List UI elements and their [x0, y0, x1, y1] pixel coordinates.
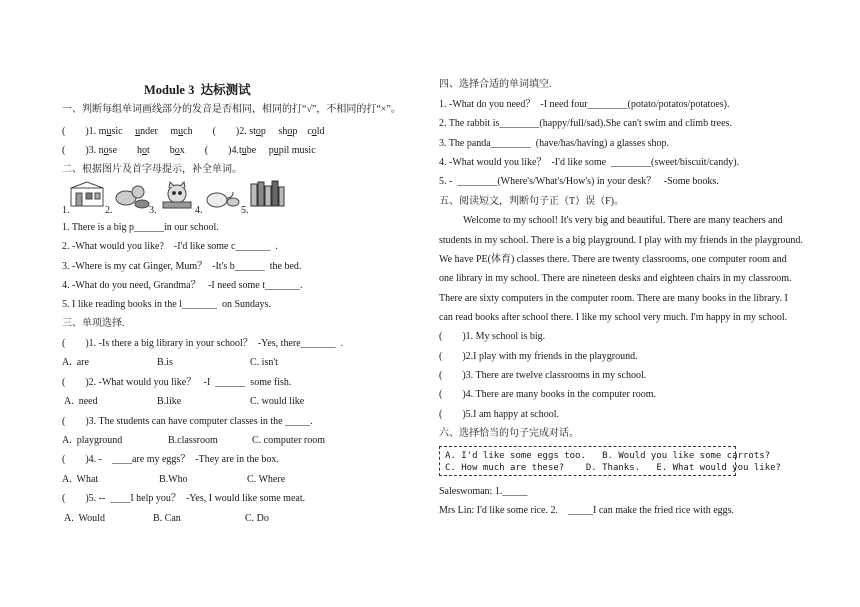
cat-picture-icon — [157, 180, 197, 210]
word-music-underlined: u — [106, 126, 112, 137]
s5-item-1: ( )1. My school is big. — [439, 331, 546, 342]
s4-item-2: 2. The rabbit is________(happy/full/sad).She can't swim and climb trees. — [439, 118, 732, 129]
section5-heading: 五、阅读短文，判断句子正（T）误（F)。 — [439, 196, 624, 207]
answer-options-box — [439, 446, 781, 476]
s3-q2-option-b: B.like — [157, 396, 182, 407]
word-stop-underlined: o — [255, 126, 261, 137]
word-music-rest: sic — [111, 126, 123, 137]
s5-item-4: ( )4. There are many books in the computer room. — [439, 389, 656, 400]
word-box-underlined: o — [174, 145, 180, 156]
s3-q4-option-a: A. What — [62, 474, 99, 485]
word-box-rest: x — [179, 145, 185, 156]
s3-q3-option-b: B.classroom — [168, 435, 218, 446]
word-cold-rest: ld — [316, 126, 325, 137]
page-title: Module 3 达标测试 — [144, 83, 251, 97]
word-much: m — [170, 126, 179, 137]
word-shop-rest: p — [292, 126, 298, 137]
section6-heading: 六、选择恰当的句子完成对话。 — [439, 428, 579, 439]
word-cold-underlined: o — [311, 126, 317, 137]
section2-heading: 二、根据图片及首字母提示，补全单词。 — [62, 164, 242, 175]
s3-question-4: ( )4. - ____are my eggs？ -They are in the box. — [62, 454, 279, 465]
word-hot-underlined: o — [142, 145, 148, 156]
word-shop-underlined: o — [287, 126, 293, 137]
s1-question-row-2 — [62, 145, 316, 157]
section3-heading: 三、单项选择. — [62, 318, 125, 329]
passage-line-5: There are sixty computers in the computer room. There are many books in the library. I — [439, 293, 788, 304]
word-hot: h — [137, 145, 143, 156]
answer-options-line-2: C. How much are these? D. Thanks. E. What would you like? — [445, 463, 781, 473]
word-nose-rest: se — [108, 145, 118, 156]
word-much-underlined: u — [178, 126, 184, 137]
books-picture-icon — [247, 178, 287, 210]
library-picture-icon — [68, 180, 108, 210]
q1-label: ( )1. — [62, 126, 97, 137]
s5-item-5: ( )5.I am happy at school. — [439, 409, 559, 420]
s3-question-3: ( )3. The students can have computer classes in the _____. — [62, 416, 313, 427]
s5-item-3: ( )3. There are twelve classrooms in my school. — [439, 370, 647, 381]
word-pupil-underlined: u — [273, 145, 279, 156]
dialog-line-2: Mrs Lin: I'd like some rice. 2. _____I can make the fried rice with eggs. — [439, 505, 735, 516]
word-pupil-rest: pil music — [278, 145, 316, 156]
word-under-rest: nder — [140, 126, 158, 137]
pic-number-3: 3. — [149, 205, 157, 216]
word-box: b — [169, 145, 175, 156]
tea-picture-icon — [203, 180, 243, 210]
s3-q5-option-b: B. Can — [153, 513, 181, 524]
word-tube-rest: be — [246, 145, 257, 156]
word-hot-rest: t — [147, 145, 150, 156]
passage-line-1: Welcome to my school! It's very big and beautiful. There are many teachers and — [463, 215, 783, 226]
s3-q1-option-a: A. are — [62, 357, 89, 368]
word-shop: sh — [278, 126, 288, 137]
s3-q5-option-c: C. Do — [245, 513, 269, 524]
s1-question-row-1 — [62, 126, 325, 138]
s2-item-4: 4. -What do you need, Grandma？ -I need some t_______. — [62, 280, 303, 291]
s2-item-3: 3. -Where is my cat Ginger, Mum？ -It's b______ the bed. — [62, 261, 302, 272]
q2-label: ( )2. st — [212, 126, 256, 137]
pic-number-1: 1. — [62, 205, 70, 216]
s2-item-2: 2. -What would you like? -I'd like some c_______ . — [62, 241, 278, 252]
section1-heading: 一、判断每组单词画线部分的发音是否相同，相同的打“√”，不相同的打“×”。 — [62, 104, 401, 115]
passage-line-6: can read books after school there. I like my school very much. I'm happy in my school. — [439, 312, 788, 323]
s3-q1-option-b: B.is — [157, 357, 173, 368]
s3-q1-option-c: C. isn't — [250, 357, 278, 368]
pic-number-5: 5. — [241, 205, 249, 216]
answer-options-line-1: A. I'd like some eggs too. B. Would you like some carrots? — [445, 451, 771, 461]
q3-label: ( )3. n — [62, 145, 104, 156]
s5-item-2: ( )2.I play with my friends in the playground. — [439, 351, 638, 362]
word-cold: c — [307, 126, 312, 137]
word-music: m — [96, 126, 107, 137]
s2-item-5: 5. I like reading books in the l_______ on Sundays. — [62, 299, 271, 310]
s4-item-1: 1. -What do you need？ -I need four________(potato/potatos/potatoes). — [439, 99, 730, 110]
passage-line-4: one library in my school. There are nineteen desks and eighteen chairs in my classroom. — [439, 273, 792, 284]
s4-item-5: 5. - ________(Where's/What's/How's) in your desk？ -Some books. — [439, 176, 719, 187]
dialog-line-1: Saleswoman: 1._____ — [439, 486, 528, 497]
word-tube-underlined: u — [241, 145, 247, 156]
pic-number-4: 4. — [195, 205, 203, 216]
s3-q5-option-a: A. Would — [64, 513, 105, 524]
passage-line-2: students in my school. There is a big playground. I play with my friends in the playground. — [439, 235, 803, 246]
s3-q3-option-c: C. computer room — [252, 435, 326, 446]
word-stop-rest: p — [260, 126, 266, 137]
s3-q2-option-c: C. would like — [250, 396, 305, 407]
word-pupil: p — [268, 145, 274, 156]
pic-number-2: 2. — [105, 205, 113, 216]
s3-question-5: ( )5. -- ____I help you？ -Yes, I would like some meat. — [62, 493, 306, 504]
section4-heading: 四、选择合适的单词填空. — [439, 79, 552, 90]
s3-q4-option-c: C. Where — [247, 474, 286, 485]
s3-q4-option-b: B.Who — [159, 474, 188, 485]
word-much-rest: ch — [183, 126, 193, 137]
passage-line-3: We have PE(体育) classes there. There are twenty classrooms, one computer room and — [439, 254, 787, 265]
s3-q2-option-a: A. need — [64, 396, 98, 407]
s4-item-4: 4. -What would you like？ -I'd like some ________(sweet/biscuit/candy). — [439, 157, 740, 168]
q4-label: ( )4.t — [204, 145, 242, 156]
word-under-underlined: u — [135, 126, 141, 137]
s3-question-1: ( )1. -Is there a big library in your school？ -Yes, there_______ . — [62, 338, 344, 349]
pets-picture-icon — [112, 180, 152, 210]
s4-item-3: 3. The panda________ (have/has/having) a glasses shop. — [439, 138, 670, 149]
s3-question-2: ( )2. -What would you like？ -I ______ some fish. — [62, 377, 292, 388]
s2-item-1: 1. There is a big p______in our school. — [62, 222, 219, 233]
s3-q3-option-a: A. playground — [62, 435, 123, 446]
word-nose-underlined: o — [103, 145, 109, 156]
